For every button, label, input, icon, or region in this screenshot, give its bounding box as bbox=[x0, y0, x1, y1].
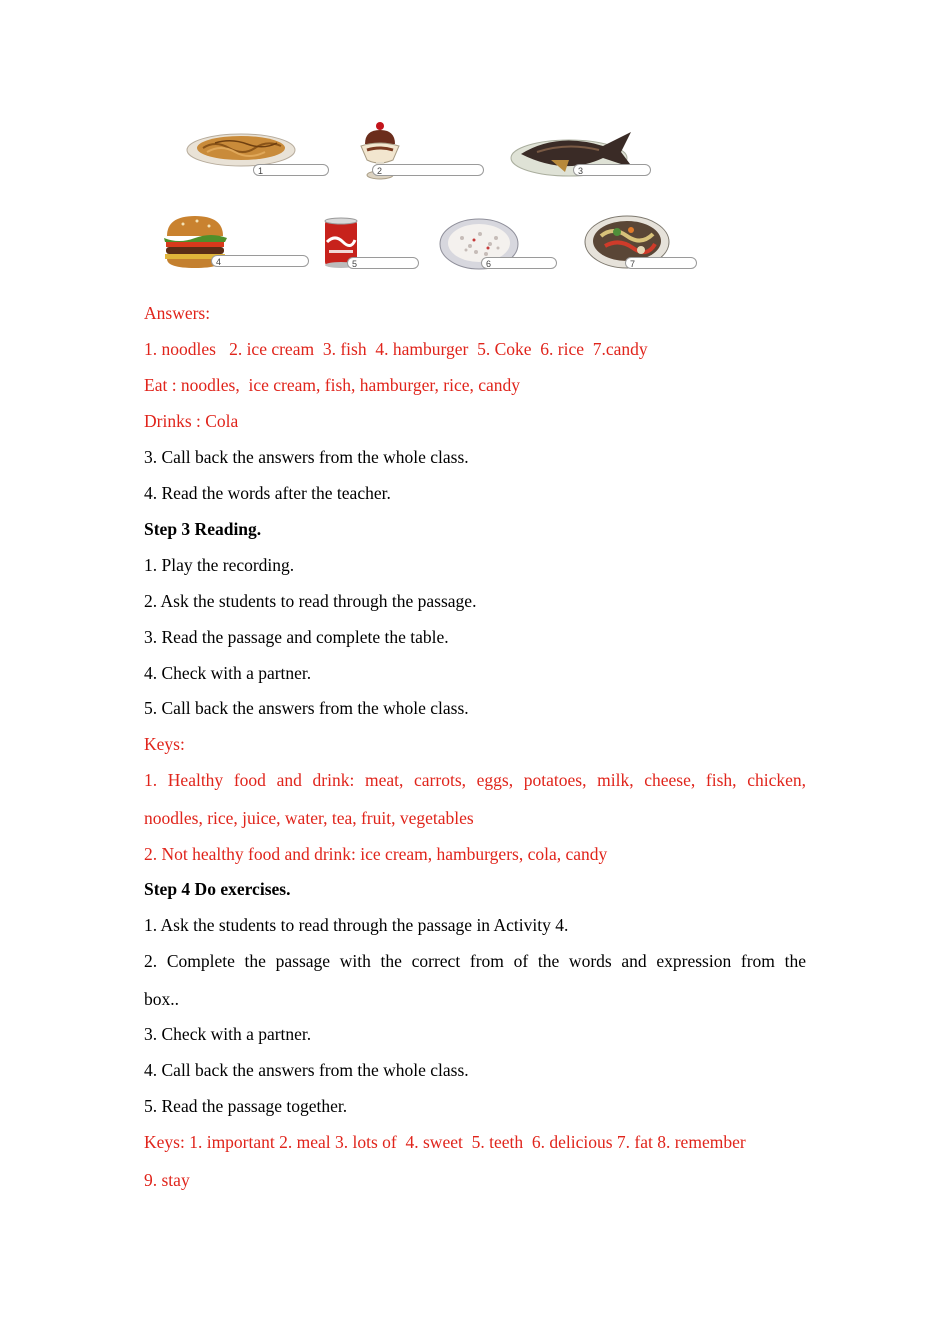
answers-heading: Answers: bbox=[144, 303, 211, 323]
noodles-image bbox=[185, 130, 297, 168]
label-box-2: 2 bbox=[372, 164, 484, 176]
drinks-line: Drinks : Cola bbox=[144, 411, 239, 431]
label-box-6: 6 bbox=[481, 257, 557, 269]
step4-item-4: 4. Call back the answers from the whole class. bbox=[144, 1060, 469, 1080]
step2-item-3: 3. Call back the answers from the whole class. bbox=[144, 447, 469, 467]
label-box-5: 5 bbox=[347, 257, 419, 269]
step3-item-4: 4. Check with a partner. bbox=[144, 663, 312, 683]
food-picture-figure bbox=[155, 112, 705, 282]
label-box-4: 4 bbox=[211, 255, 309, 267]
eat-line: Eat : noodles, ice cream, fish, hamburger, rice, candy bbox=[144, 375, 521, 395]
keys-not-healthy: 2. Not healthy food and drink: ice cream, hamburgers, cola, candy bbox=[144, 844, 608, 864]
step3-item-3: 3. Read the passage and complete the table. bbox=[144, 627, 449, 647]
keys-heading: Keys: bbox=[144, 734, 185, 754]
keys-exercise-line-1: Keys: 1. important 2. meal 3. lots of 4. sweet 5. teeth 6. delicious 7. fat 8. remember bbox=[144, 1132, 746, 1152]
keys-healthy-line-1: 1. Healthy food and drink: meat, carrots, eggs, potatoes, milk, cheese, fish, chicken, bbox=[144, 770, 806, 790]
step3-heading: Step 3 Reading. bbox=[144, 519, 262, 539]
keys-healthy-line-2: noodles, rice, juice, water, tea, fruit, vegetables bbox=[144, 808, 474, 828]
step4-heading: Step 4 Do exercises. bbox=[144, 879, 291, 899]
keys-exercise-line-2: 9. stay bbox=[144, 1170, 190, 1190]
label-box-1: 1 bbox=[253, 164, 329, 176]
label-box-7: 7 bbox=[625, 257, 697, 269]
step4-item-5: 5. Read the passage together. bbox=[144, 1096, 348, 1116]
step4-item-3: 3. Check with a partner. bbox=[144, 1024, 312, 1044]
step2-item-4: 4. Read the words after the teacher. bbox=[144, 483, 391, 503]
answers-list: 1. noodles 2. ice cream 3. fish 4. hamburger 5. Coke 6. rice 7.candy bbox=[144, 339, 648, 359]
step4-item-2-line-2: box.. bbox=[144, 989, 179, 1009]
label-box-3: 3 bbox=[573, 164, 651, 176]
step3-item-2: 2. Ask the students to read through the passage. bbox=[144, 591, 477, 611]
step3-item-1: 1. Play the recording. bbox=[144, 555, 295, 575]
step3-item-5: 5. Call back the answers from the whole class. bbox=[144, 698, 469, 718]
step4-item-1: 1. Ask the students to read through the passage in Activity 4. bbox=[144, 915, 569, 935]
step4-item-2-line-1: 2. Complete the passage with the correct from of the words and expression from the bbox=[144, 951, 806, 971]
